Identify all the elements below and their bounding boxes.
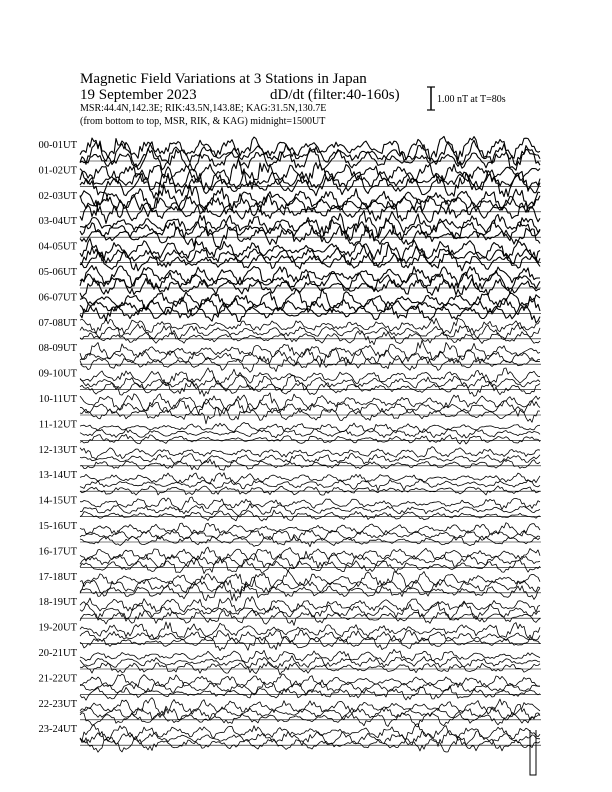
trace-kag	[80, 368, 540, 384]
trace-msr	[80, 486, 540, 495]
trace-msr	[80, 686, 540, 701]
trace-kag	[80, 547, 540, 563]
trace-kag	[80, 423, 540, 433]
row-label: 13-14UT	[38, 470, 77, 482]
trace-msr	[80, 736, 540, 752]
traces	[80, 136, 540, 775]
trace-kag	[80, 724, 540, 741]
trace-msr	[80, 149, 540, 172]
row-label: 17-18UT	[38, 571, 77, 583]
station-order-note: (from bottom to top, MSR, RIK, & KAG) midnight=1500UT	[80, 116, 326, 127]
trace-rik	[80, 704, 540, 720]
trace-rik	[80, 731, 540, 747]
trace-msr	[80, 535, 540, 547]
trace-rik	[80, 219, 540, 241]
row-label: 05-06UT	[38, 267, 77, 278]
trace-kag	[80, 649, 540, 662]
chart-title: Magnetic Field Variations at 3 Stations in Japan	[80, 71, 367, 87]
trace-rik	[80, 680, 540, 695]
station-coordinates: MSR:44.4N,142.3E; RIK:43.5N,143.8E; KAG:31.5N,130.7E	[80, 103, 327, 114]
row-label: 20-21UT	[38, 648, 77, 659]
row-label: 01-02UT	[38, 165, 77, 177]
row-label: 06-07UT	[38, 292, 77, 304]
trace-rik	[80, 656, 540, 668]
row-label: 22-23UT	[38, 698, 77, 710]
row-label: 08-09UT	[38, 343, 77, 355]
trace-kag	[80, 523, 540, 536]
chart-parameter: dD/dt (filter:40-160s)	[270, 87, 400, 103]
row-label: 00-01UT	[38, 140, 77, 151]
row-label: 21-22UT	[38, 673, 77, 685]
row-label: 10-11UT	[38, 394, 77, 405]
trace-msr	[80, 558, 540, 574]
trace-kag	[80, 318, 540, 334]
chart-date: 19 September 2023	[80, 87, 197, 103]
trace-rik	[80, 504, 540, 516]
row-label: 11-12UT	[38, 419, 77, 431]
trace-kag	[80, 447, 540, 460]
row-label: 03-04UT	[38, 216, 77, 228]
row-label: 16-17UT	[38, 546, 77, 558]
scale-bar	[427, 87, 435, 110]
scale-bar-label: 1.00 nT at T=80s	[437, 94, 506, 105]
trace-msr	[80, 434, 540, 444]
row-label: 12-13UT	[38, 444, 77, 456]
row-label: 04-05UT	[38, 241, 77, 253]
trace-msr	[80, 584, 540, 601]
trace-rik	[80, 296, 540, 316]
row-label: 07-08UT	[38, 317, 77, 329]
row-label: 19-20UT	[38, 622, 77, 634]
row-labels	[39, 140, 78, 735]
trace-msr	[80, 510, 540, 521]
row-label: 23-24UT	[38, 724, 77, 736]
row-label: 02-03UT	[38, 190, 77, 202]
trace-rik	[80, 479, 540, 490]
row-label: 18-19UT	[38, 597, 77, 609]
row-label: 09-10UT	[38, 368, 77, 380]
row-label: 14-15UT	[38, 495, 77, 507]
row-label: 15-16UT	[38, 521, 77, 532]
trace-rik	[80, 530, 540, 541]
trace-msr	[80, 380, 540, 397]
trace-kag	[80, 674, 540, 689]
